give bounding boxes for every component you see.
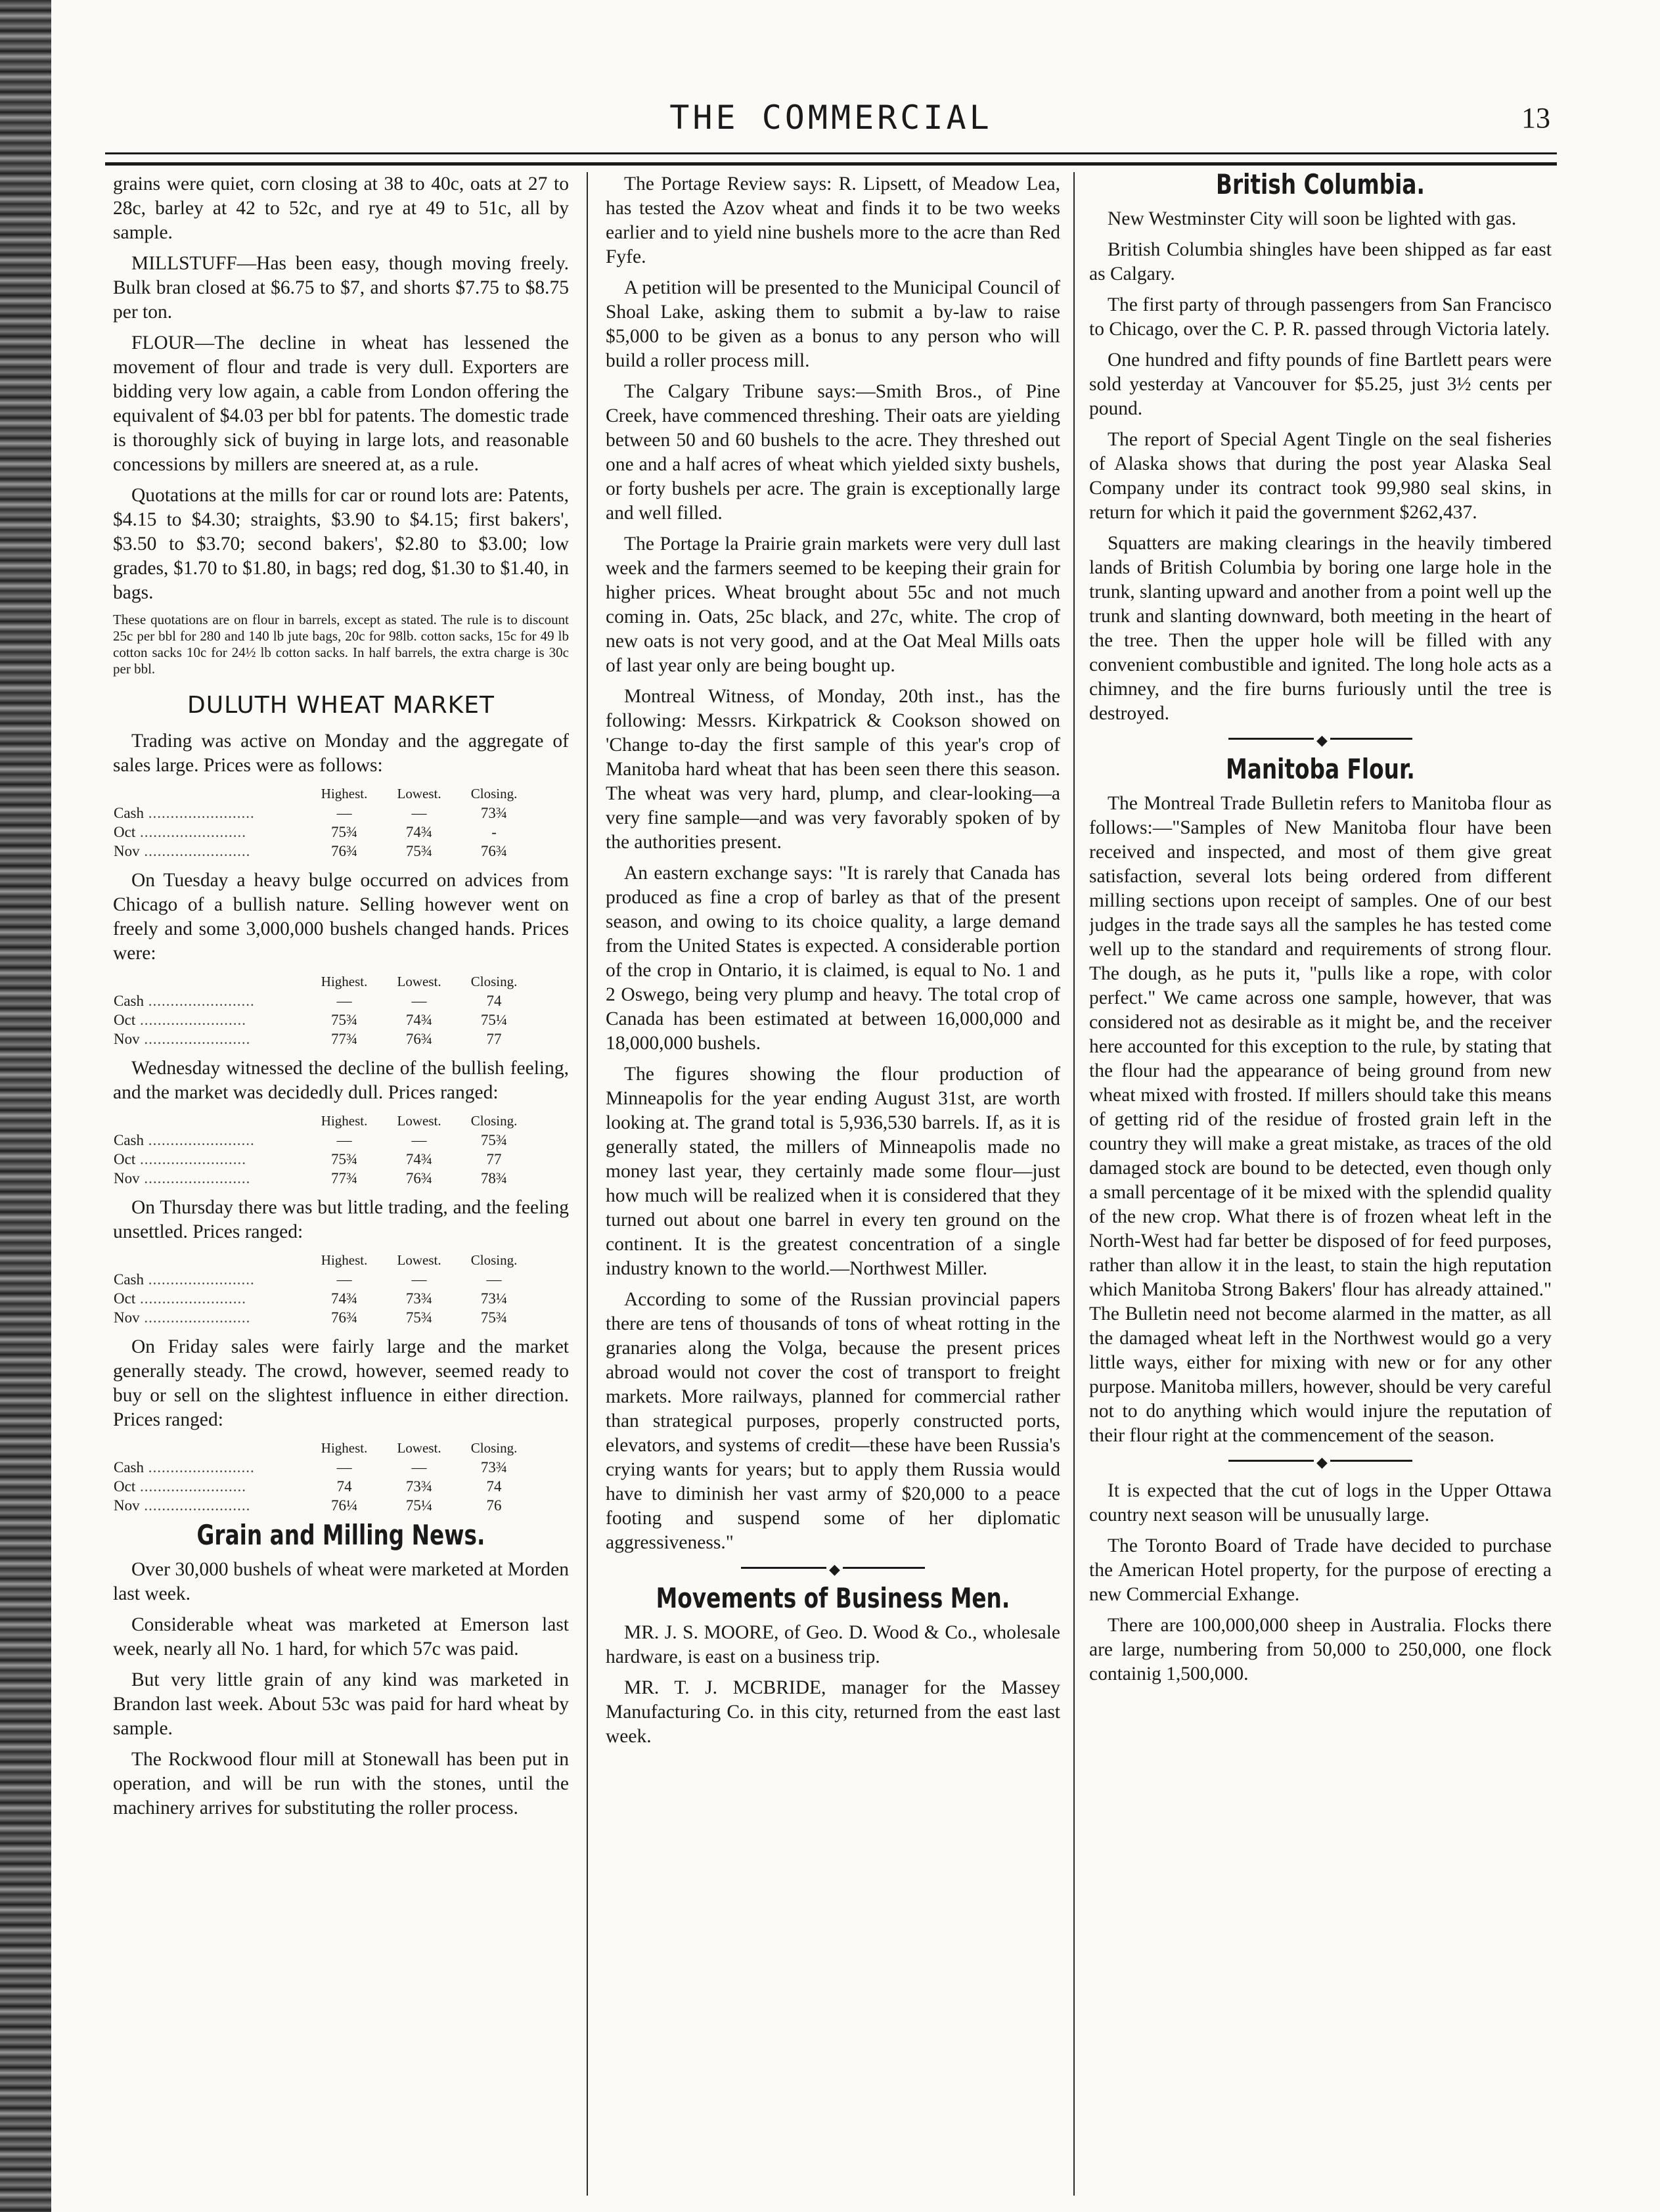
- table-row: Nov ..... 77¾ 76¾ 77: [113, 1029, 532, 1049]
- section-divider: [1228, 738, 1412, 745]
- paragraph: British Columbia shingles have been shipped as far east as Calgary.: [1089, 239, 1552, 284]
- paragraph: MR. T. J. MCBRIDE, manager for the Massey Manufacturing Co. in this city, returned from the east last week.: [606, 1677, 1060, 1747]
- section-divider: [741, 1567, 925, 1574]
- paragraph: The figures showing the flour production of Minneapolis for the year ending August 31st, are worth looking at. The grand total is 5,936,530 barrels. If, as it is generally stated, the millers of Minneapolis made no money last year, they certainly made some flour—just how much will be realized when it is considered that they turned out about one barrel in every ten ground on the continent. It is the greatest concentration of a single industry known to the world.—Northwest Miller.: [606, 1064, 1060, 1279]
- column-2: [606, 172, 1060, 2182]
- table-row: Oct ..... 74¾ 73¾ 73¼: [113, 1289, 532, 1308]
- price-table-thursday: Highest. Lowest. Closing. Cash ..... — — — Oct ..... 74¾ 73¾ 73¼ Nov ..... 76¾ 75¾ 75¾: [113, 1251, 532, 1327]
- table-row: Oct ..... 75¾ 74¾ 77: [113, 1150, 532, 1169]
- paragraph: The report of Special Agent Tingle on the seal fisheries of Alaska shows that during the post year Alaska Seal Company under its contract took 99,980 seal skins, in return for which it paid the government $262,437.: [1089, 429, 1552, 523]
- paragraph: grains were quiet, corn closing at 38 to 40c, oats at 27 to 28c, barley at 42 to 52c, and rye at 49 to 51c, all by sample.: [113, 173, 569, 243]
- paragraph: On Thursday there was but little trading, and the feeling unsettled. Prices ranged:: [113, 1197, 569, 1242]
- table-row: Cash ..... — — 75¾: [113, 1131, 532, 1150]
- paragraph: Montreal Witness, of Monday, 20th inst., has the following: Messrs. Kirkpatrick & Cookson showed on 'Change to-day the first sample of this year's crop of Manitoba hard wheat that has been seen there this season. The wheat was very hard, plump, and clear-looking—a very fine sample—and was very favorably spoken of by the authorities present.: [606, 686, 1060, 853]
- price-table-tuesday: Highest. Lowest. Closing. Cash ..... — — 74 Oct ..... 75¾ 74¾ 75¼ Nov ..... 77¾ 76¾ 77: [113, 972, 532, 1049]
- paragraph: A petition will be presented to the Municipal Council of Shoal Lake, asking them to submit a by-law to raise $5,000 to be given as a bonus to any person who will build a roller process mill.: [606, 277, 1060, 371]
- paragraph: An eastern exchange says: "It is rarely that Canada has produced as fine a crop of barley as that of the present season, and owing to its choice quality, a large demand from the United States is expected. A considerable portion of the crop in Ontario, it is claimed, is equal to No. 1 and 2 Oswego, being very plump and heavy. The total crop of Canada has been estimated at between 16,000,000 and 18,000,000 bushels.: [606, 863, 1060, 1054]
- paragraph: Over 30,000 bushels of wheat were marketed at Morden last week.: [113, 1559, 569, 1604]
- masthead-rule: [105, 152, 1557, 166]
- column-rule-1: [587, 172, 588, 2196]
- paragraph: On Tuesday a heavy bulge occurred on advices from Chicago of a bullish nature. Selling however went on freely and some 3,000,000 bushels changed hands. Prices were:: [113, 870, 569, 964]
- movements-title: Movements of Business Men.: [656, 1582, 1010, 1614]
- paragraph: MILLSTUFF—Has been easy, though moving freely. Bulk bran closed at $6.75 to $7, and shorts $7.75 to $8.75 per ton.: [113, 253, 569, 323]
- column-1: [113, 172, 569, 2182]
- price-table-monday: Highest. Lowest. Closing. Cash ..... — — 73¾ Oct ..... 75¾ 74¾ - Nov ..... 76¾ 75¾ 76¾: [113, 784, 532, 861]
- paragraph: The Portage la Prairie grain markets were very dull last week and the farmers seemed to be keeping their grain for higher prices. Wheat brought about 55c and not much coming in. Oats, 25c black, and 27c, white. The crop of new oats is not very good, and at the Oat Meal Mills oats of last year only are being bought up.: [606, 533, 1060, 676]
- table-row: Cash ..... — — —: [113, 1270, 532, 1289]
- paragraph: FLOUR—The decline in wheat has lessened the movement of flour and trade is very dull. Exporters are bidding very low again, a cable from London offering the equivalent of $4.03 per bbl for patents. The domestic trade is thoroughly sick of buying in large lots, and reasonable concessions by millers are sneered at, as a rule.: [113, 332, 569, 475]
- table-row: Nov ..... 76¾ 75¾ 76¾: [113, 842, 532, 861]
- paragraph: The Toronto Board of Trade have decided to purchase the American Hotel property, for the purpose of erecting a new Commercial Exhange.: [1089, 1535, 1552, 1605]
- masthead-title: THE COMMERCIAL: [669, 99, 993, 137]
- paragraph: But very little grain of any kind was marketed in Brandon last week. About 53c was paid for hard wheat by sample.: [113, 1669, 569, 1739]
- paragraph: The first party of through passengers from San Francisco to Chicago, over the C. P. R. passed through Victoria lately.: [1089, 294, 1552, 340]
- paragraph: Considerable wheat was marketed at Emerson last week, nearly all No. 1 hard, for which 57c was paid.: [113, 1614, 569, 1659]
- column-3: [1089, 172, 1552, 2182]
- grain-milling-title: Grain and Milling News.: [196, 1519, 485, 1551]
- page-binding-edge: [0, 0, 51, 2212]
- table-row: Nov ..... 77¾ 76¾ 78¾: [113, 1169, 532, 1188]
- paragraph: It is expected that the cut of logs in the Upper Ottawa country next season will be unusually large.: [1089, 1480, 1552, 1525]
- quotation-note: These quotations are on flour in barrels, except as stated. The rule is to discount 25c per bbl for 280 and 140 lb jute bags, 20c for 98lb. cotton sacks, 15c for 49 lb cotton sacks 10c for 24½ lb cotton sacks. In half barrels, the extra charge is 30c per bbl.: [113, 612, 569, 677]
- table-row: Nov ..... 76¾ 75¾ 75¾: [113, 1308, 532, 1327]
- masthead: [105, 99, 1557, 145]
- paragraph: The Calgary Tribune says:—Smith Bros., of Pine Creek, have commenced threshing. Their oats are yielding between 50 and 60 bushels to the acre. They threshed out one and a half acres of wheat which yielded sixty bushels, or forty bushels per acre. The grain is exceptionally large and well filled.: [606, 381, 1060, 524]
- page-number: 13: [1521, 102, 1550, 134]
- paragraph: The Rockwood flour mill at Stonewall has been put in operation, and will be run with the stones, until the machinery arrives for substituting the roller process.: [113, 1749, 569, 1818]
- paragraph: The Portage Review says: R. Lipsett, of Meadow Lea, has tested the Azov wheat and finds it to be two weeks earlier and to yield nine bushels more to the acre than Red Fyfe.: [606, 173, 1060, 267]
- paragraph: The Montreal Trade Bulletin refers to Manitoba flour as follows:—"Samples of New Manitoba flour have been received and inspected, and most of them give great satisfaction, several lots being ordered from different milling sections upon receipt of samples. One of our best judges in the trade says all the samples he has tested come well up to the standard and requirements of strong flour. The dough, as he puts it, "pulls like a rope, with color perfect." We came across one sample, however, that was considered not as desirable as it might be, and the receiver here accounted for this exception to the rule, by stating that the flour had the appearance of being ground from new wheat mixed with frosted. If millers should take this means of getting rid of the residue of frosted grain left in the country they will make a great mistake, as traces of the old damaged stock are bound to be detected, even though only a small percentage of it be mixed with the splendid quality of the new crop. What there is of frozen wheat left in the North-West had far better be disposed of for feed purposes, rather than allow it in the least, to stain the high reputation which Manitoba Strong Bakers' flour has already attained." The Bulletin need not become alarmed in the matter, as all the damaged wheat left in the Northwest would go a very little ways, either for mixing with new or for any other purpose. Manitoba millers, however, should be very careful not to do anything which would injure the reputation of their flour right at the commencement of the season.: [1089, 793, 1552, 1446]
- paragraph: There are 100,000,000 sheep in Australia. Flocks there are large, numbering from 50,000 to 250,000, one flock containig 1,500,000.: [1089, 1615, 1552, 1684]
- paragraph: Quotations at the mills for car or round lots are: Patents, $4.15 to $4.30; straights, $3.90 to $4.15; first bakers', $3.50 to $3.70; second bakers', $2.80 to $3.00; low grades, $1.70 to $1.80, in bags; red dog, $1.30 to $1.40, in bags.: [113, 485, 569, 603]
- table-row: Cash ..... — — 74: [113, 991, 532, 1010]
- price-table-friday: Highest. Lowest. Closing. Cash ..... — — 73¾ Oct ..... 74 73¾ 74 Nov ..... 76¼ 75¼ 76: [113, 1439, 532, 1515]
- paragraph: Wednesday witnessed the decline of the bullish feeling, and the market was decidedly dull. Prices ranged:: [113, 1058, 569, 1103]
- table-row: Oct ..... 75¾ 74¾ -: [113, 823, 532, 842]
- table-row: Nov ..... 76¼ 75¼ 76: [113, 1496, 532, 1515]
- table-row: Cash ..... — — 73¾: [113, 803, 532, 823]
- table-row: Cash ..... — — 73¾: [113, 1458, 532, 1477]
- paragraph: According to some of the Russian provincial papers there are tens of thousands of tons of wheat rotting in the granaries along the Volga, because the present prices abroad would not cover the cost of transport to freight markets. More railways, planned for commercial rather than strategical purposes, properly constructed ports, elevators, and systems of credit—these have been Russia's crying wants for years; but to apply them Russia would have to diminish her vast army of $20,000 to a peace footing and suspend some of her diplomatic aggressiveness.": [606, 1289, 1060, 1553]
- table-row: Oct ..... 75¾ 74¾ 75¼: [113, 1010, 532, 1029]
- paragraph: Squatters are making clearings in the heavily timbered lands of British Columbia by boring one large hole in the trunk, slanting upward and another from a point well up the trunk and slanting downward, both meeting in the heart of the tree. Then the upper hole will be filled with any convenient combustible and ignited. The long hole acts as a chimney, and the fire burns furiously until the tree is destroyed.: [1089, 533, 1552, 724]
- paragraph: MR. J. S. MOORE, of Geo. D. Wood & Co., wholesale hardware, is east on a business trip.: [606, 1622, 1060, 1667]
- paragraph: New Westminster City will soon be lighted with gas.: [1108, 208, 1517, 229]
- section-divider: [1228, 1460, 1412, 1467]
- column-rule-2: [1073, 172, 1075, 2196]
- table-row: Oct ..... 74 73¾ 74: [113, 1477, 532, 1496]
- paragraph: Trading was active on Monday and the aggregate of sales large. Prices were as follows:: [113, 731, 569, 776]
- manitoba-flour-title: Manitoba Flour.: [1226, 753, 1415, 785]
- paragraph: One hundred and fifty pounds of fine Bartlett pears were sold yesterday at Vancouver for $5.25, just 3½ cents per pound.: [1089, 350, 1552, 419]
- price-table-wednesday: Highest. Lowest. Closing. Cash ..... — — 75¾ Oct ..... 75¾ 74¾ 77 Nov ..... 77¾ 76¾ 78¾: [113, 1112, 532, 1188]
- british-columbia-title: British Columbia.: [1216, 172, 1425, 200]
- duluth-title: DULUTH WHEAT MARKET: [187, 692, 495, 719]
- paragraph: On Friday sales were fairly large and the market generally steady. The crowd, however, seemed ready to buy or sell on the slightest influence in either direction. Prices ranged:: [113, 1336, 569, 1430]
